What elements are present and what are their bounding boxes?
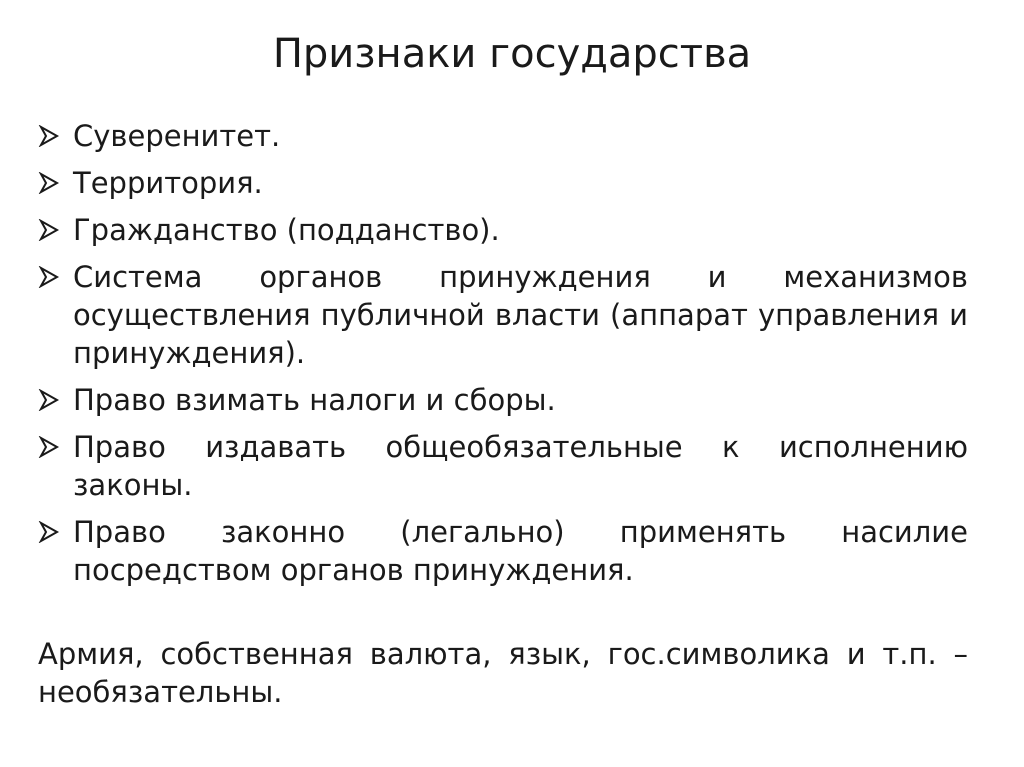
slide-title: Признаки государства <box>272 31 752 77</box>
arrowhead-bullet-icon <box>38 513 73 551</box>
bullet-text: Право законно (легально) применять насилие посредством органов принуждения. <box>73 515 968 587</box>
list-item <box>38 258 968 372</box>
bullet-text: Территория. <box>73 166 263 200</box>
bullet-text: Право издавать общеобязательные к исполнению законы. <box>73 430 968 502</box>
arrowhead-bullet-icon <box>38 117 73 155</box>
bullet-list <box>38 117 968 598</box>
list-item <box>38 117 968 155</box>
bullet-text: Система органов принуждения и механизмов осуществления публичной власти (аппарат управления и принуждения). <box>73 260 968 370</box>
arrowhead-bullet-icon <box>38 428 73 466</box>
list-item <box>38 381 968 419</box>
list-item <box>38 428 968 504</box>
arrowhead-bullet-icon <box>38 258 73 296</box>
arrowhead-bullet-icon <box>38 164 73 202</box>
list-item <box>38 164 968 202</box>
bullet-text: Суверенитет. <box>73 119 281 153</box>
arrowhead-bullet-icon <box>38 381 73 419</box>
bullet-text: Право взимать налоги и сборы. <box>73 383 556 417</box>
list-item <box>38 211 968 249</box>
arrowhead-bullet-icon <box>38 211 73 249</box>
list-item <box>38 513 968 589</box>
bullet-text: Гражданство (подданство). <box>73 213 500 247</box>
footnote: Армия, собственная валюта, язык, гос.символика и т.п. – необязательны. <box>38 637 968 709</box>
